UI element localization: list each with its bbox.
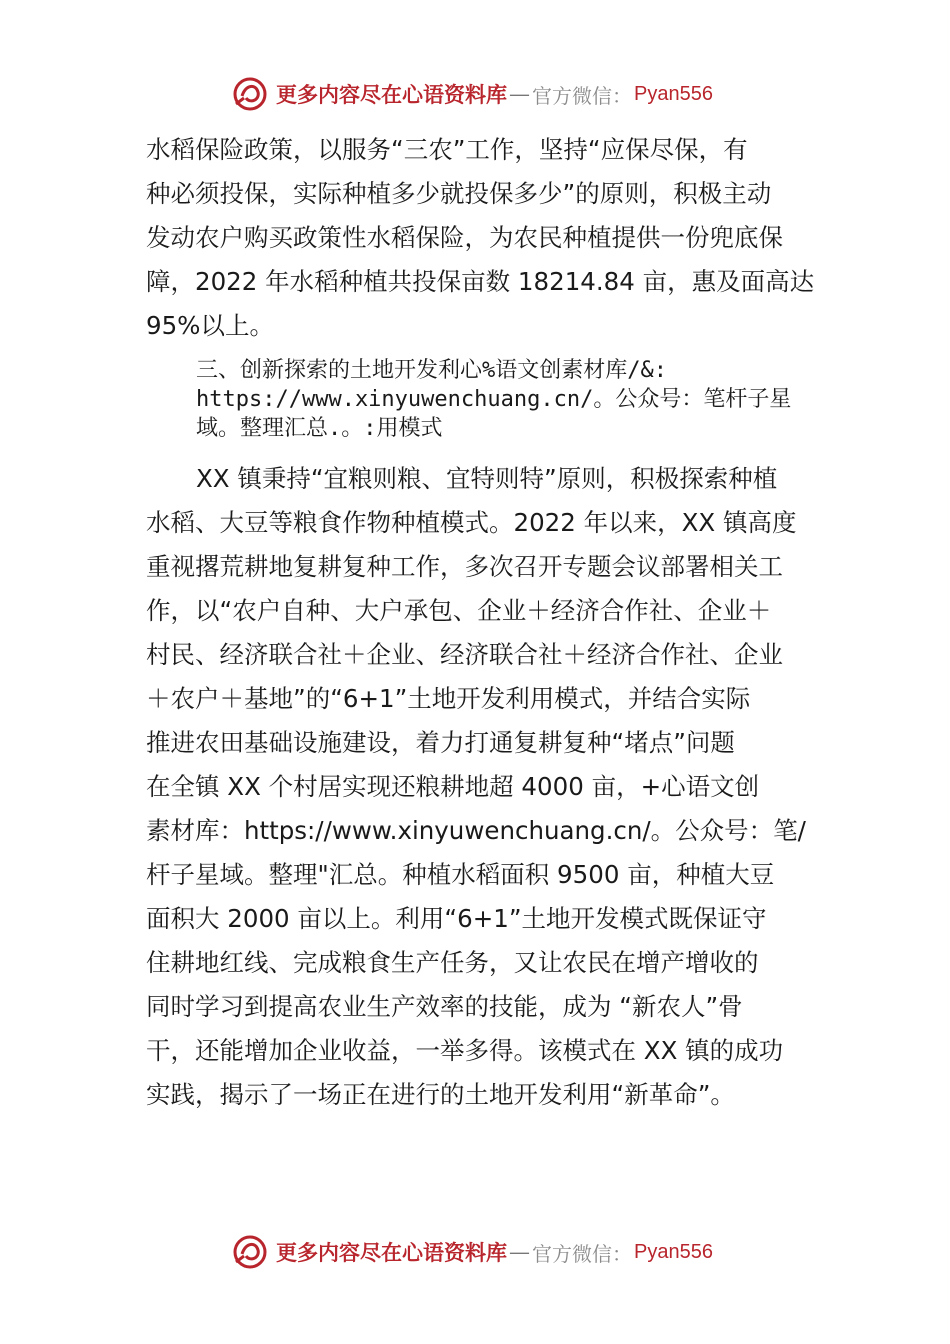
section-heading xyxy=(146,356,810,443)
text-line: 干，还能增加企业收益，一举多得。该模式在 XX 镇的成功 xyxy=(146,1036,784,1065)
text-line: 推进农田基础设施建设，着力打通复耕复种“堵点”问题 xyxy=(146,728,735,757)
banner-title: 更多内容尽在心语资料库 xyxy=(276,82,507,107)
document-body xyxy=(146,128,815,1117)
text-line: 住耕地红线、完成粮食生产任务，又让农民在增产增收的 xyxy=(146,948,759,977)
logo-icon xyxy=(230,1232,270,1272)
banner-wechat-id: Pyan556 xyxy=(634,1240,713,1263)
text-line: 同时学习到提高农业生产效率的技能，成为 “新农人”骨 xyxy=(146,992,743,1021)
heading-line: 三、创新探索的土地开发利心%语文创素材库/&: xyxy=(196,358,667,383)
text-line: ＋农户＋基地”的“6+1”土地开发利用模式，并结合实际 xyxy=(146,684,751,713)
footer-banner xyxy=(230,1230,713,1274)
text-line: 实践，揭示了一场正在进行的土地开发利用“新革命”。 xyxy=(146,1080,735,1109)
text-line: 素材库：https://www.xinyuwenchuang.cn/。公众号：笔/ xyxy=(146,816,806,845)
banner-separator: — xyxy=(509,1240,530,1264)
header-banner xyxy=(230,72,713,116)
paragraph-1 xyxy=(146,128,815,348)
banner-separator: — xyxy=(509,82,530,106)
text-line: 障，2022 年水稻种植共投保亩数 18214.84 亩，惠及面高达 xyxy=(146,267,815,296)
heading-line: 域。整理汇总.。:用模式 xyxy=(196,416,443,441)
banner-wechat-label: 官方微信： xyxy=(532,1241,632,1266)
text-line: 水稻保险政策，以服务“三农”工作，坚持“应保尽保，有 xyxy=(146,135,748,164)
logo-icon xyxy=(230,74,270,114)
heading-line: https://www.xinyuwenchuang.cn/。公众号：笔杆子星 xyxy=(196,387,792,412)
text-line: 95%以上。 xyxy=(146,311,274,340)
text-line: 杆子星域。整理"汇总。种植水稻面积 9500 亩，种植大豆 xyxy=(146,860,775,889)
text-line: 重视撂荒耕地复耕复种工作，多次召开专题会议部署相关工 xyxy=(146,552,783,581)
banner-wechat-label: 官方微信： xyxy=(532,83,632,108)
banner-wechat-id: Pyan556 xyxy=(634,82,713,105)
text-line: XX 镇秉持“宜粮则粮、宜特则特”原则，积极探索种植 xyxy=(196,464,778,493)
text-line: 种必须投保，实际种植多少就投保多少”的原则，积极主动 xyxy=(146,179,772,208)
text-line: 作，以“农户自种、大户承包、企业＋经济合作社、企业＋ xyxy=(146,596,772,625)
text-line: 发动农户购买政策性水稻保险，为农民种植提供一份兜底保 xyxy=(146,223,783,252)
text-line: 面积大 2000 亩以上。利用“6+1”土地开发模式既保证守 xyxy=(146,904,767,933)
text-line: 水稻、大豆等粮食作物种植模式。2022 年以来，XX 镇高度 xyxy=(146,508,797,537)
text-line: 村民、经济联合社＋企业、经济联合社＋经济合作社、企业 xyxy=(146,640,783,669)
banner-title: 更多内容尽在心语资料库 xyxy=(276,1240,507,1265)
paragraph-2 xyxy=(146,457,810,1117)
text-line: 在全镇 XX 个村居实现还粮耕地超 4000 亩，+心语文创 xyxy=(146,772,760,801)
